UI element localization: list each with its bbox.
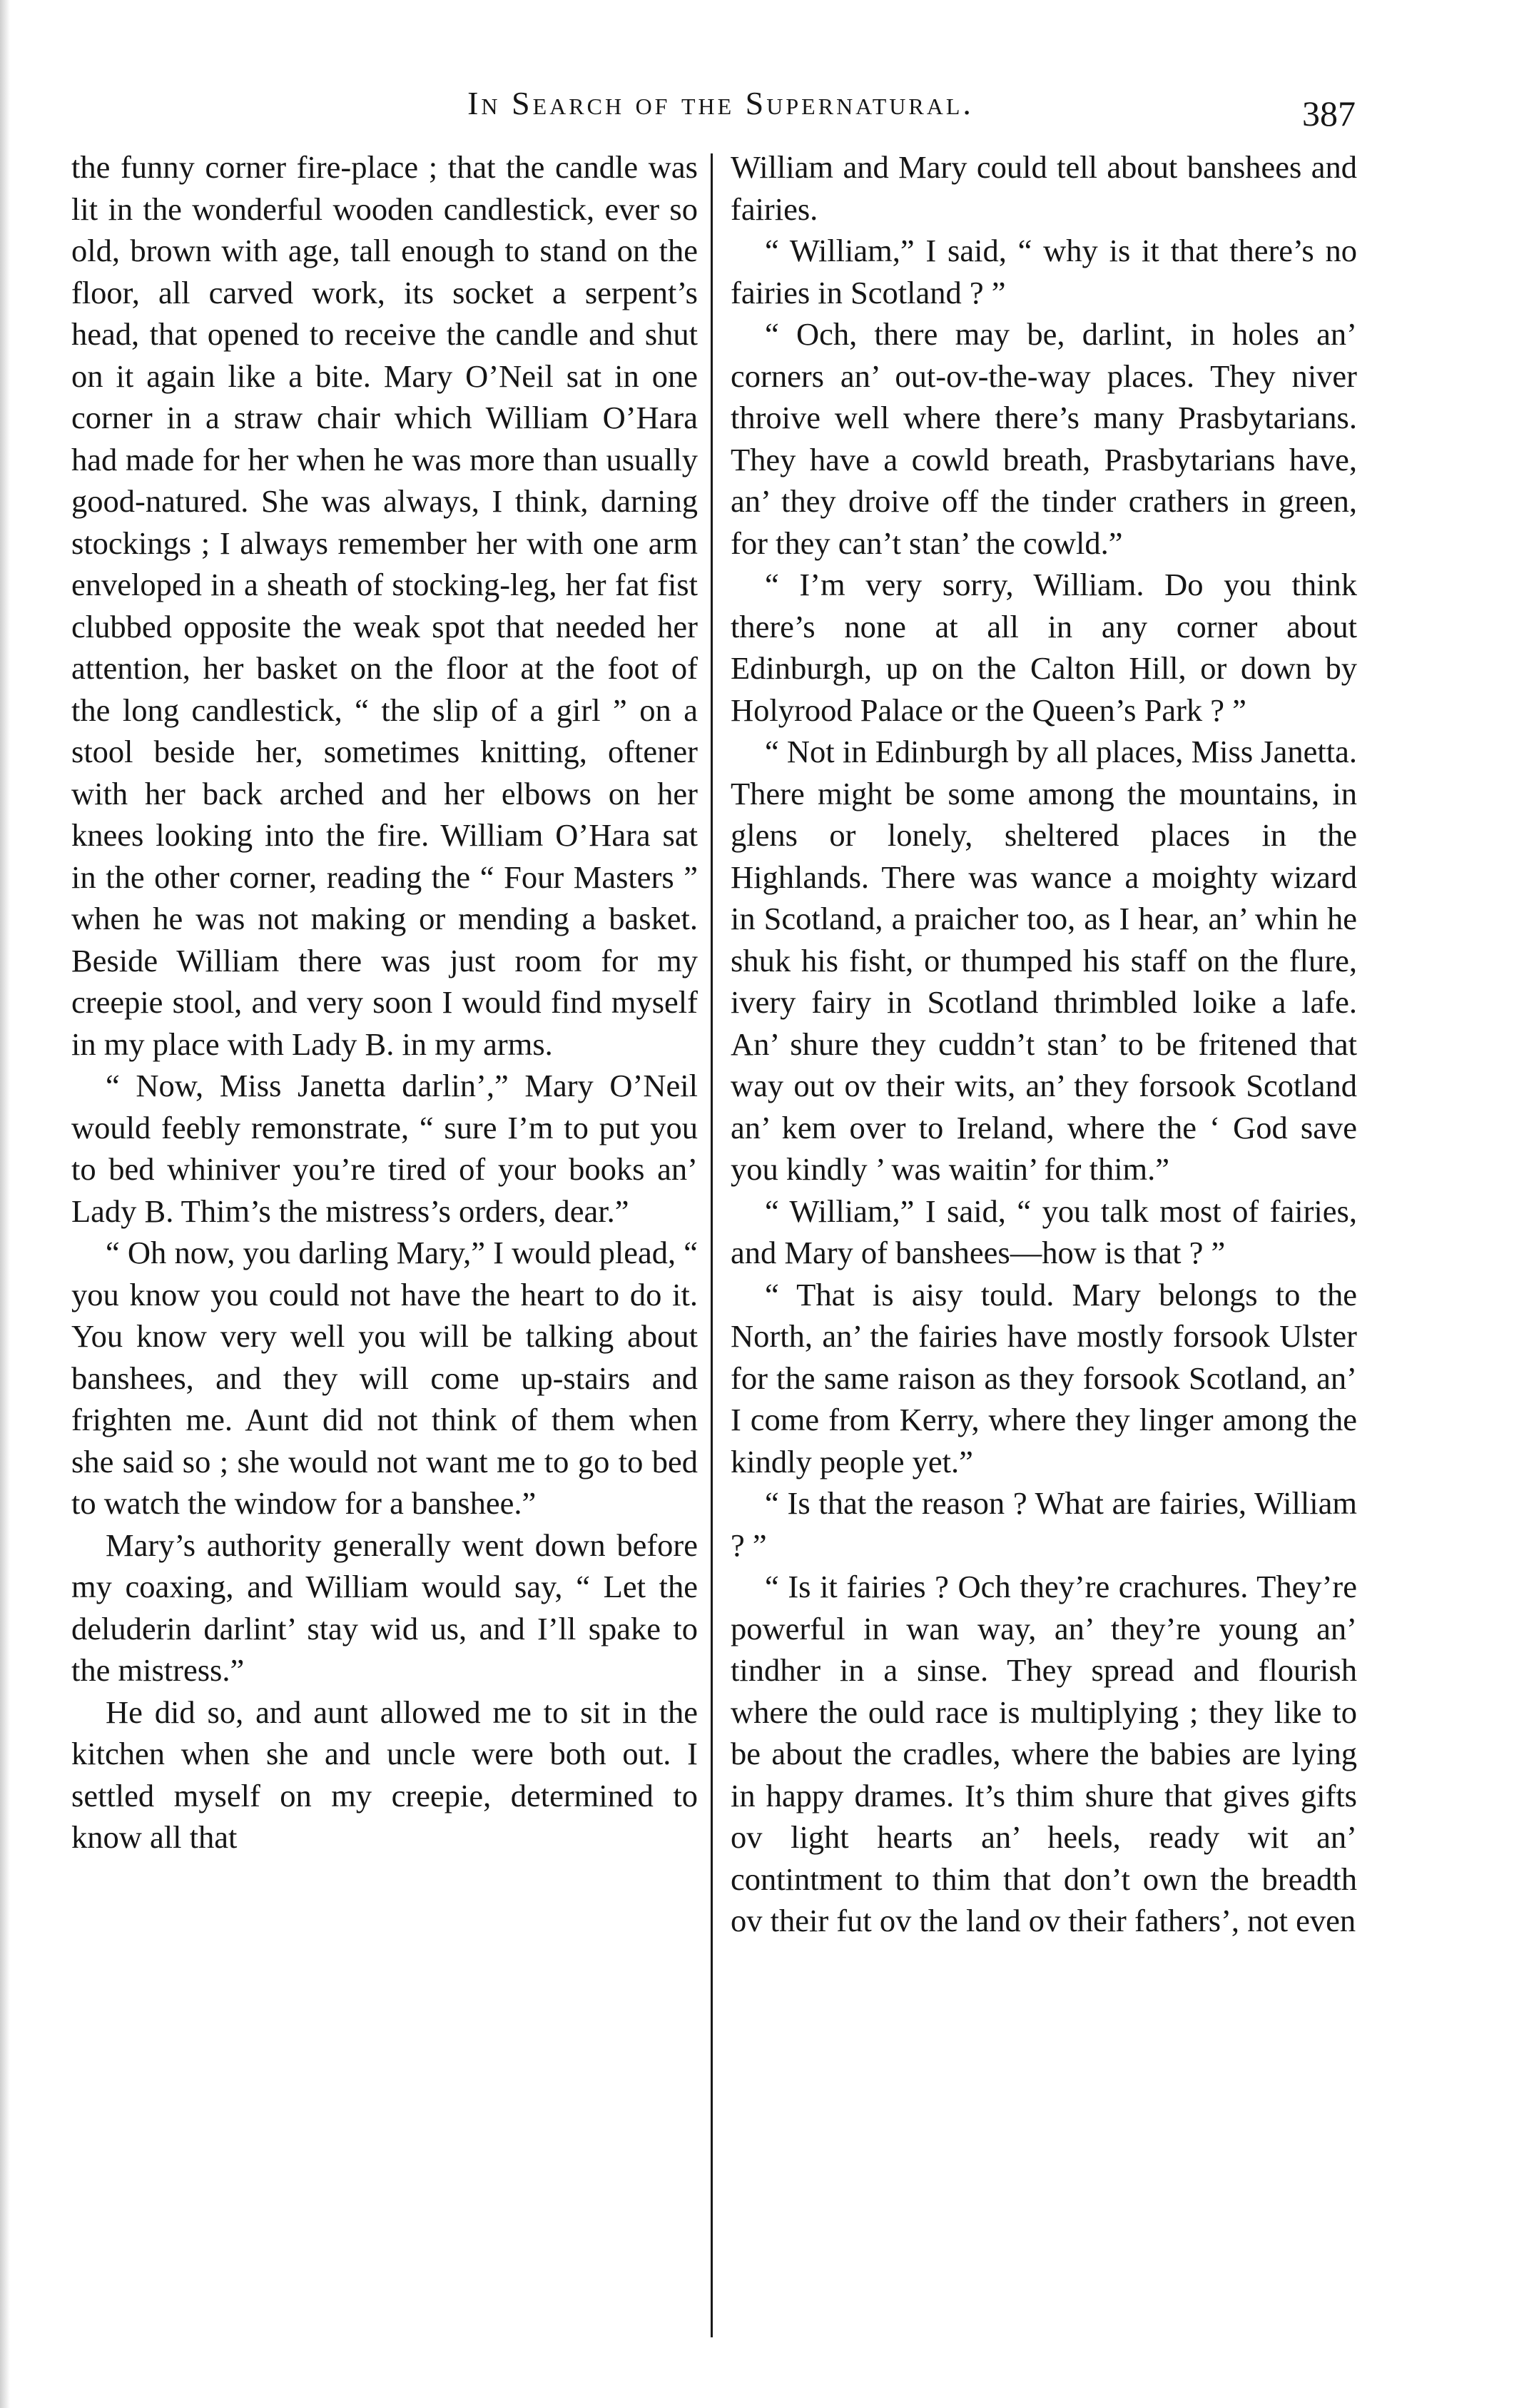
paragraph: “ That is aisy tould. Mary belongs to the North, an’ the fairies have mostly forsook Ulster for the same raison as they forsook Scotland, an’ I come from Kerry, where they linger among the kindly people yet.” xyxy=(731,1276,1357,1479)
paragraph: “ William,” I said, “ you talk most of fairies, and Mary of banshees—how is that ? ” xyxy=(731,1193,1357,1270)
paragraph: “ Is it fairies ? Och they’re crachures. They’re powerful in wan way, an’ they’re young an’ tindher in a sinse. They spread and flourish where the ould race is multiplying ; they like to be about the cradles, where the babies are lying in happy drames. It’s thim shure that gives gifts ov light hearts an’ heels, ready wit an’ contintment to thim that don’t own the breadth ov their fut ov the land ov their fathers’, not even xyxy=(731,1569,1357,1938)
paragraph: Mary’s authority generally went down before my coaxing, and William would say, “ Let the deluderin darlint’ stay wid us, and I’ll spake to the mistress.” xyxy=(71,1527,698,1688)
right-text-column xyxy=(731,146,1357,1942)
paragraph: He did so, and aunt allowed me to sit in the kitchen when she and uncle were both out. I settled myself on my creepie, determined to know all that xyxy=(71,1694,698,1855)
running-title: In Search of the Supernatural. xyxy=(467,85,974,121)
left-text-column xyxy=(71,146,698,1858)
paragraph: “ Och, there may be, darlint, in holes an’ corners an’ out-ov-the-way places. They niver throive well where there’s many Prasbytarians. They have a cowld breath, Prasbytarians have, an’ they droive off the tinder crathers in green, for they can’t stan’ the cowld.” xyxy=(731,316,1357,561)
paragraph: the funny corner fire-place ; that the candle was lit in the wonderful wooden candlestick, ever so old, brown with age, tall enough to stand on the floor, all carved work, its socket a serpent’s head, that opened to receive the candle and shut on it again like a bite. Mary O’Neil sat in one corner in a straw chair which William O’Hara had made for her when he was more than usually good-natured. She was always, I think, darning stockings ; I always remember her with one arm enveloped in a sheath of stocking-leg, her fat fist clubbed opposite the weak spot that needed her attention, her basket on the floor at the foot of the long candlestick, “ the slip of a girl ” on a stool beside her, sometimes knitting, oftener with her back arched and her elbows on her knees looking into the fire. William O’Hara sat in the other corner, reading the “ Four Masters ” when he was not making or mending a basket. Beside William there was just room for my creepie stool, and very soon I would find myself in my place with Lady B. in my arms. xyxy=(71,149,698,1062)
page-number: 387 xyxy=(1302,93,1356,133)
paragraph: “ Oh now, you darling Mary,” I would plead, “ you know you could not have the heart to do it. You know very well you will be talking about banshees, and they will come up-stairs and frighten me. Aunt did not think of them when she said so ; she would not want me to go to bed to watch the window for a banshee.” xyxy=(71,1235,698,1521)
paragraph: “ Is that the reason ? What are fairies, William ? ” xyxy=(731,1485,1357,1563)
paragraph: “ Now, Miss Janetta darlin’,” Mary O’Neil would feebly remonstrate, “ sure I’m to put you to bed whiniver you’re tired of your books an’ Lady B. Thim’s the mistress’s orders, dear.” xyxy=(71,1068,698,1229)
paragraph: “ I’m very sorry, William. Do you think there’s none at all in any corner about Edinburgh, up on the Calton Hill, or down by Holyrood Palace or the Queen’s Park ? ” xyxy=(731,567,1357,728)
paragraph: William and Mary could tell about banshees and fairies. xyxy=(731,149,1357,227)
paragraph: “ William,” I said, “ why is it that there’s no fairies in Scotland ? ” xyxy=(731,233,1357,310)
page-edge-shadow xyxy=(0,0,10,2408)
paragraph: “ Not in Edinburgh by all places, Miss Janetta. There might be some among the mountains, in glens or lonely, sheltered places in the Highlands. There was wance a moighty wizard in Scotland, a praicher too, as I hear, an’ whin he shuk his fisht, or thumped his staff on the flure, ivery fairy in Scotland thrimbled loike a lafe. An’ shure they cuddn’t stan’ to be fritened that way out ov their wits, an’ they forsook Scotland an’ kem over to Ireland, where the ‘ God save you kindly ’ was waitin’ for thim.” xyxy=(731,734,1357,1187)
column-divider xyxy=(711,153,713,2337)
